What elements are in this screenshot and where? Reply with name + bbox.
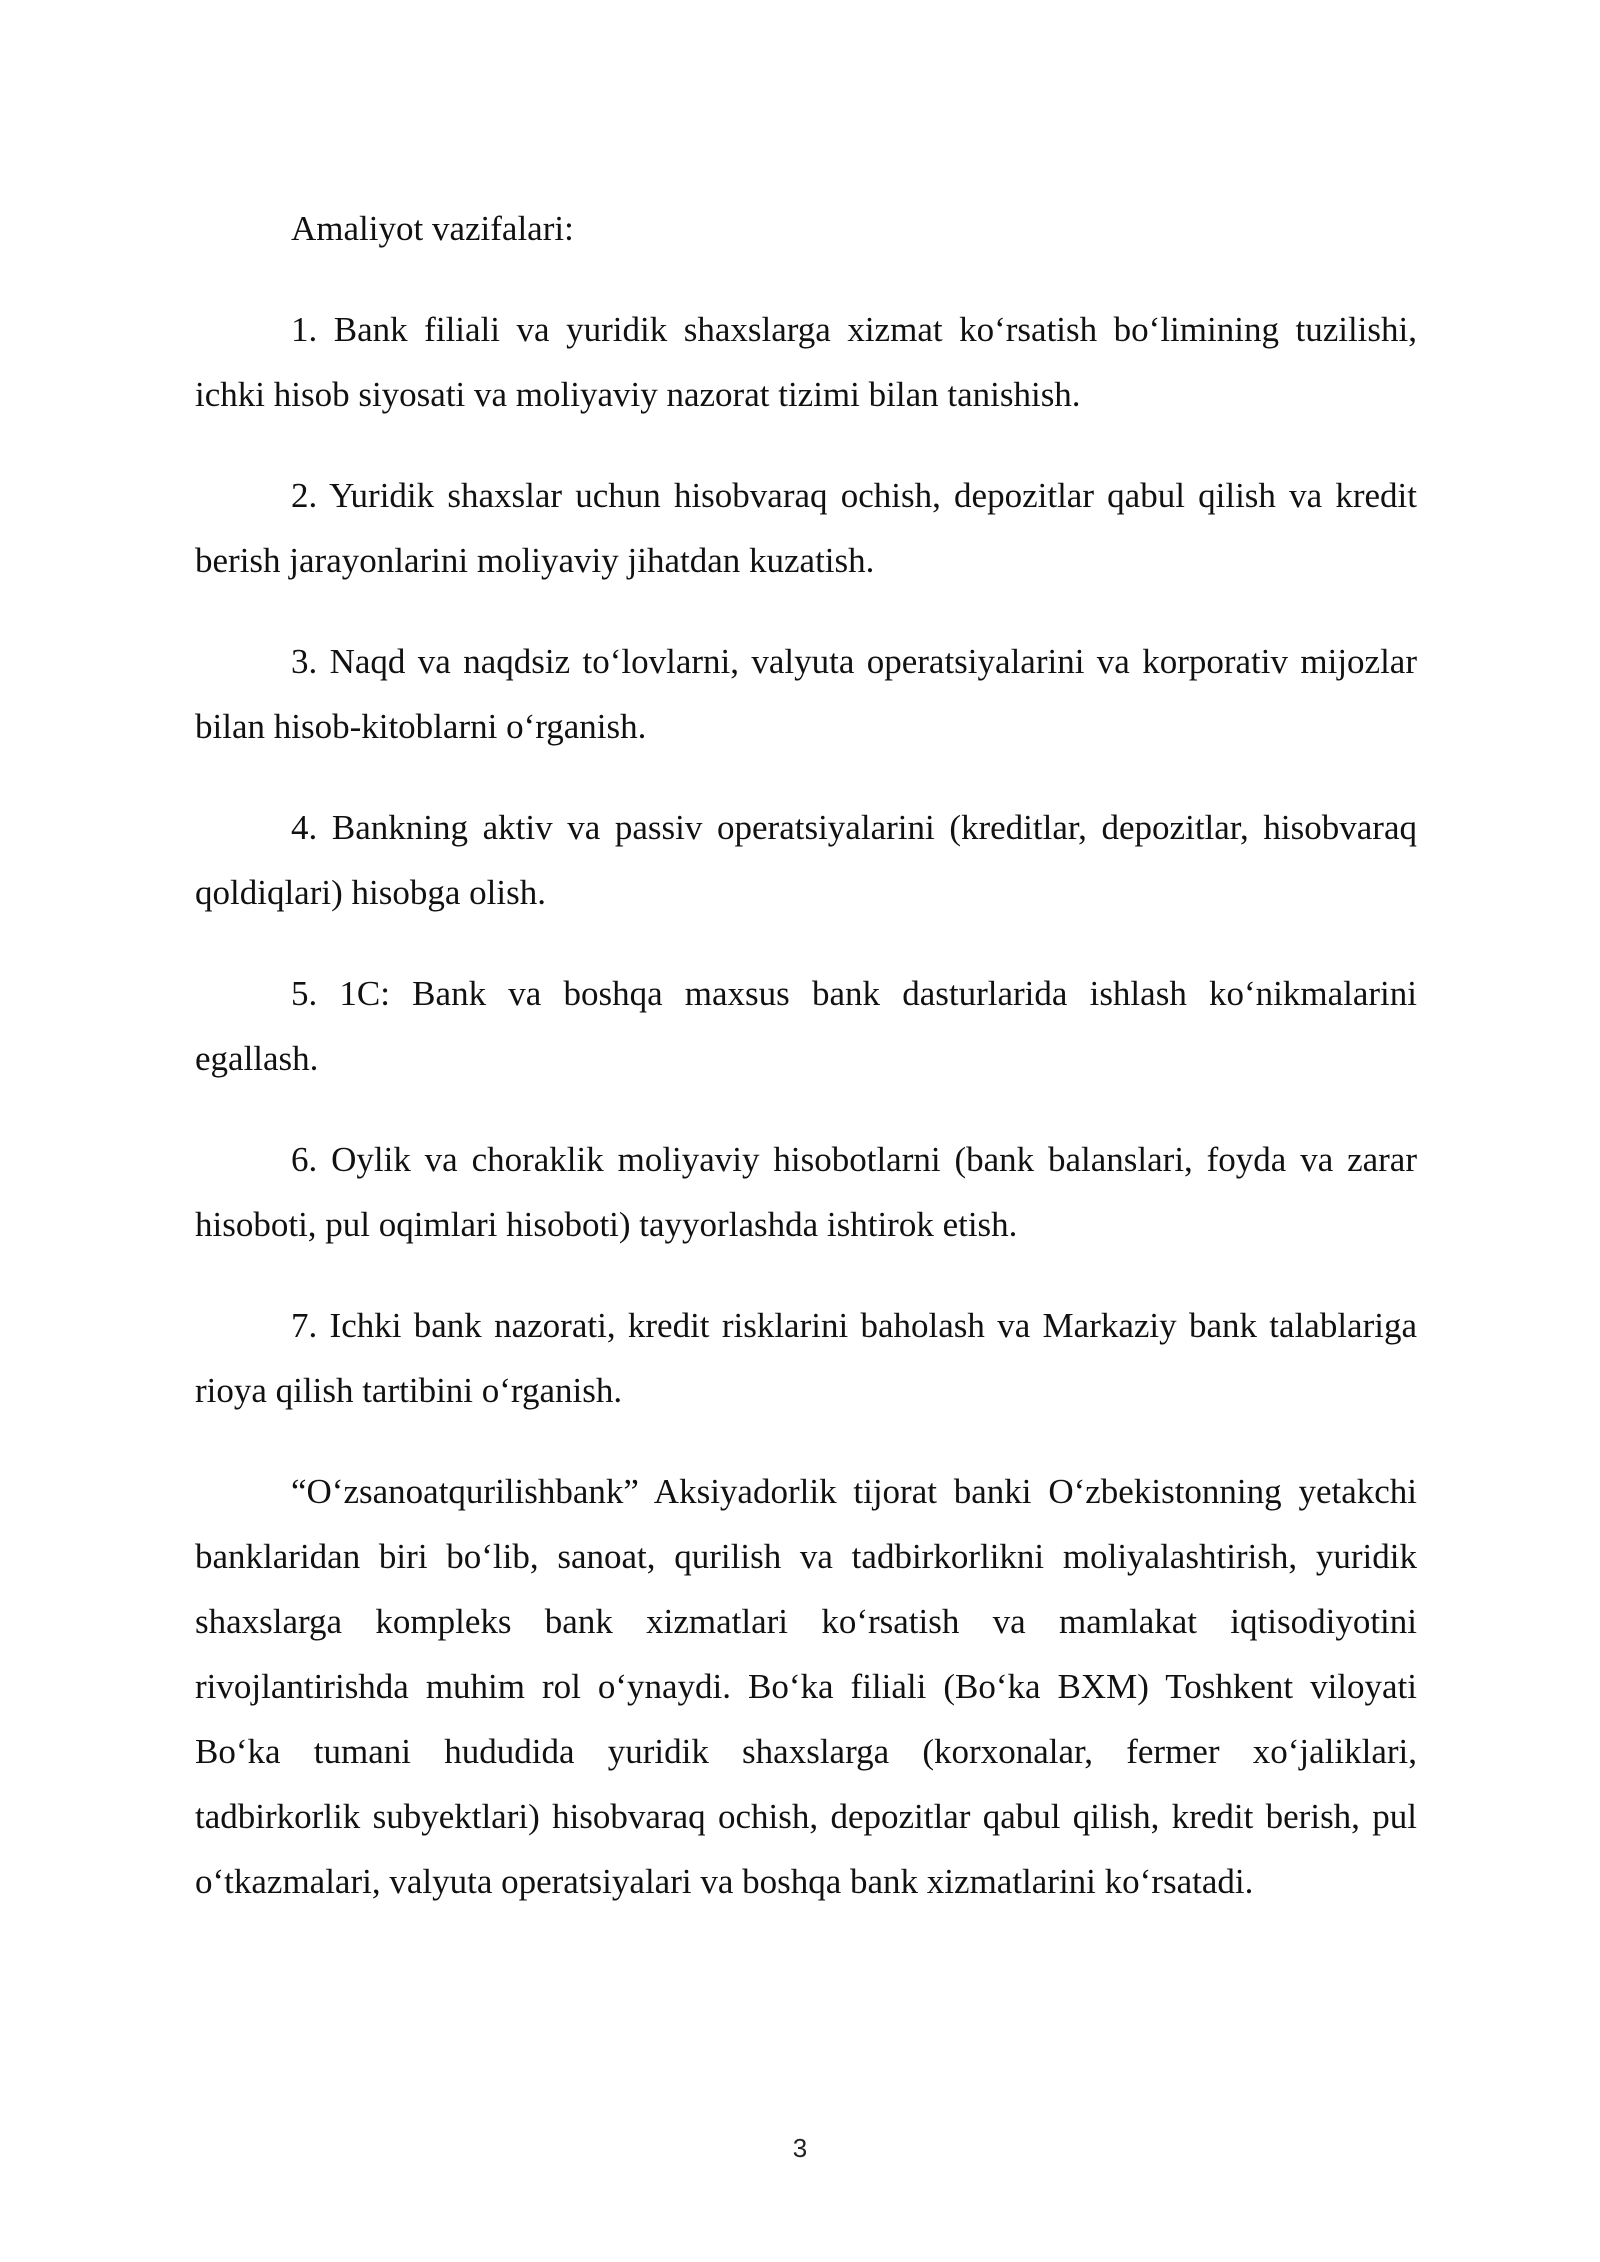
task-item-2: 2. Yuridik shaxslar uchun hisobvaraq ochish, depozitlar qabul qilish va kredit berish jarayonlarini moliyaviy jihatdan kuzatish. — [195, 476, 1417, 580]
task-item-1: 1. Bank filiali va yuridik shaxslarga xizmat ko‘rsatish bo‘limining tuzilishi, ichki hisob siyosati va moliyaviy nazorat tizimi bilan tanishish. — [195, 310, 1417, 414]
task-item-7: 7. Ichki bank nazorati, kredit risklarini baholash va Markaziy bank talablariga rioya qilish tartibini o‘rganish. — [195, 1306, 1417, 1410]
task-item-5: 5. 1C: Bank va boshqa maxsus bank dasturlarida ishlash ko‘nikmalarini egallash. — [195, 974, 1417, 1078]
page-number: 3 — [792, 2133, 808, 2163]
page-body — [195, 196, 1417, 1914]
bank-description-paragraph: “O‘zsanoatqurilishbank” Aksiyadorlik tijorat banki O‘zbekistonning yetakchi banklaridan biri bo‘lib, sanoat, qurilish va tadbirkorlikni moliyalashtirish, yuridik shaxslarga kompleks bank xizmatlari ko‘rsatish va mamlakat iqtisodiyotini rivojlantirishda muhim rol o‘ynaydi. Bo‘ka filiali (Bo‘ka BXM) Toshkent viloyati Bo‘ka tumani hududida yuridik shaxslarga (korxonalar, fermer xo‘jaliklari, tadbirkorlik subyektlari) hisobvaraq ochish, depozitlar qabul qilish, kredit berish, pul o‘tkazmalari, valyuta operatsiyalari va boshqa bank xizmatlarini ko‘rsatadi. — [195, 1472, 1417, 1901]
task-item-4: 4. Bankning aktiv va passiv operatsiyalarini (kreditlar, depozitlar, hisobvaraq qoldiqlari) hisobga olish. — [195, 808, 1417, 912]
task-item-3: 3. Naqd va naqdsiz to‘lovlarni, valyuta operatsiyalarini va korporativ mijozlar bilan hisob-kitoblarni o‘rganish. — [195, 642, 1417, 746]
task-item-6: 6. Oylik va choraklik moliyaviy hisobotlarni (bank balanslari, foyda va zarar hisoboti, pul oqimlari hisoboti) tayyorlashda ishtirok etish. — [195, 1140, 1417, 1244]
section-heading: Amaliyot vazifalari: — [291, 209, 574, 248]
